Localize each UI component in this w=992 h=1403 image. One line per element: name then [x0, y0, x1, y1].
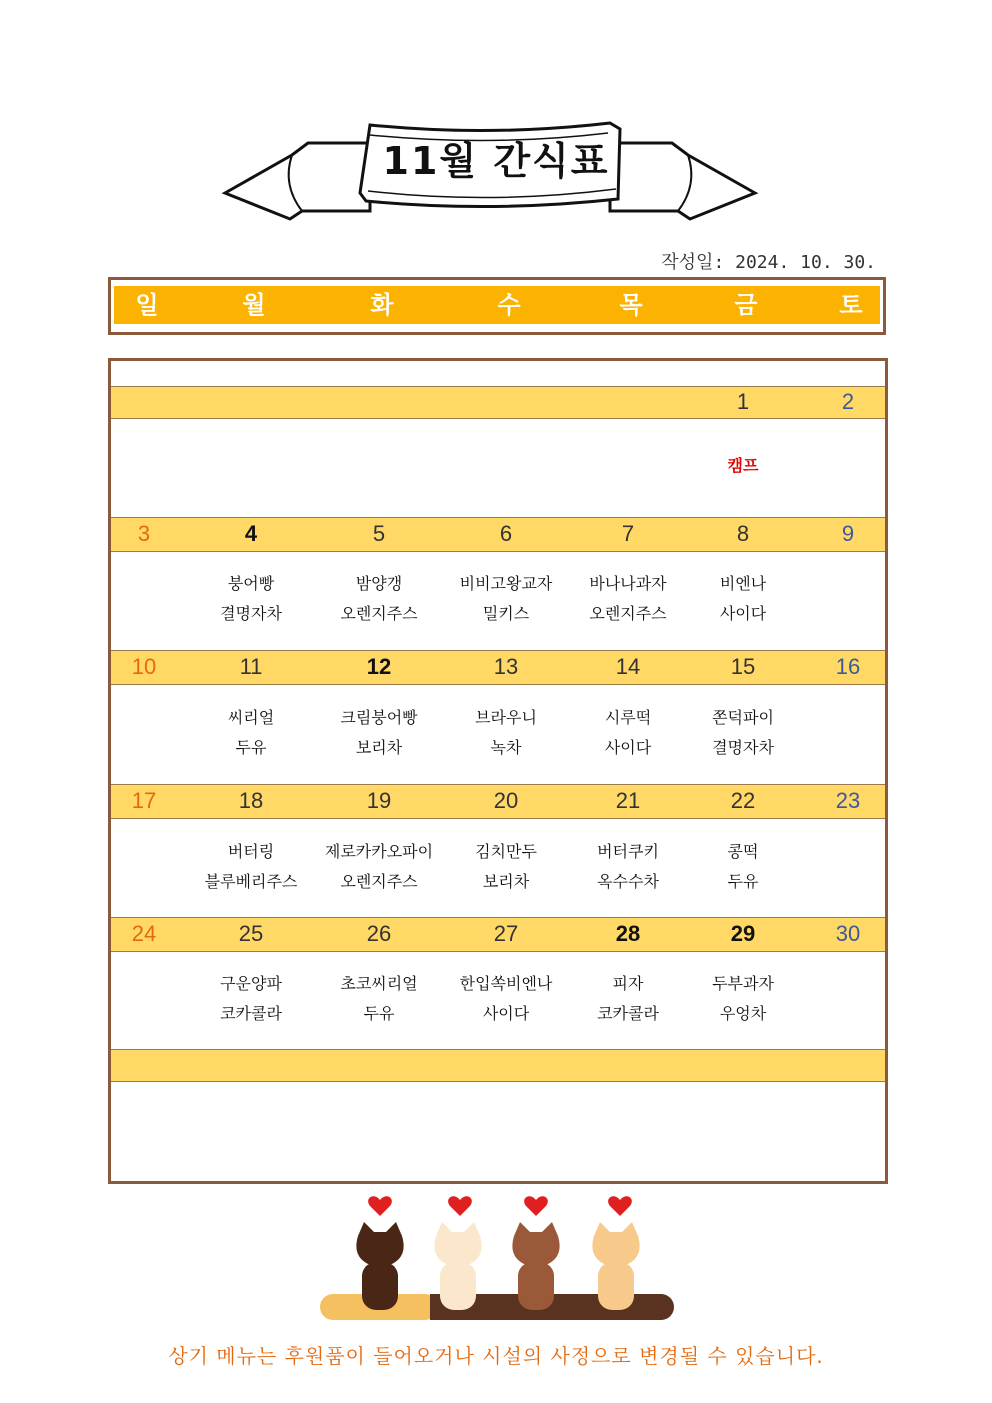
weekday-fri: 금 — [734, 291, 758, 319]
snack-item — [181, 703, 321, 763]
calendar-grid — [108, 358, 888, 1184]
date-cell: 11 — [239, 654, 263, 679]
snack-food: 씨리얼 — [227, 708, 275, 727]
weekday-thu: 목 — [619, 291, 643, 319]
snack-food: 버터링 — [227, 842, 275, 861]
snack-food: 밤양갱 — [355, 574, 403, 593]
snack-item — [181, 569, 321, 629]
snack-drink: 오렌지주스 — [589, 604, 667, 623]
snack-drink: 두유 — [727, 872, 759, 891]
snack-drink: 오렌지주스 — [340, 604, 418, 623]
date-cell: 12 — [366, 654, 392, 679]
snack-food: 비비고왕교자 — [459, 574, 553, 593]
snack-food: 버터쿠키 — [597, 842, 659, 861]
date-cell: 24 — [131, 921, 157, 946]
snack-item — [181, 969, 321, 1029]
date-cell: 29 — [730, 921, 756, 946]
snack-drink: 결명자차 — [712, 738, 774, 757]
date-cell: 3 — [137, 521, 151, 546]
snack-food: 바나나과자 — [589, 574, 667, 593]
snack-drink: 결명자차 — [220, 604, 282, 623]
date-cell: 19 — [366, 788, 392, 813]
snack-drink: 블루베리주스 — [204, 872, 298, 891]
date-cell: 5 — [372, 521, 386, 546]
snack-drink: 사이다 — [719, 604, 767, 623]
snack-food: 피자 — [612, 974, 644, 993]
date-cell: 25 — [238, 921, 264, 946]
date-cell: 17 — [131, 788, 157, 813]
snack-food: 제로카카오파이 — [324, 842, 434, 861]
snack-item — [673, 969, 813, 1029]
weekday-wed: 수 — [497, 291, 521, 319]
snack-drink: 두유 — [235, 738, 267, 757]
weekday-tue: 화 — [370, 291, 394, 319]
snack-food: 비엔나 — [719, 574, 767, 593]
date-row-week5 — [111, 917, 885, 952]
snack-food: 한입쏙비엔나 — [459, 974, 553, 993]
snack-drink: 우엉차 — [719, 1004, 767, 1023]
date-cell: 4 — [244, 521, 258, 546]
snack-drink: 두유 — [363, 1004, 395, 1023]
snack-drink: 보리차 — [355, 738, 403, 757]
date-row-week6 — [111, 1049, 885, 1082]
weekday-bar — [114, 286, 880, 324]
date-cell: 6 — [499, 521, 513, 546]
snack-food: 크림붕어빵 — [340, 708, 418, 727]
date-cell: 2 — [841, 389, 855, 414]
date-cell: 9 — [841, 521, 855, 546]
date-cell: 21 — [615, 788, 641, 813]
weekday-sun: 일 — [135, 291, 159, 319]
snack-drink: 밀키스 — [482, 604, 530, 623]
snack-drink: 녹차 — [490, 738, 522, 757]
snack-item — [673, 569, 813, 629]
weekday-header — [108, 277, 886, 335]
snack-item — [436, 569, 576, 629]
date-cell: 7 — [621, 521, 635, 546]
snack-drink: 오렌지주스 — [340, 872, 418, 891]
snack-item — [309, 837, 449, 897]
snack-drink: 코카콜라 — [220, 1004, 282, 1023]
date-cell: 15 — [730, 654, 756, 679]
date-cell: 23 — [835, 788, 861, 813]
snack-food: 시루떡 — [604, 708, 652, 727]
date-cell: 22 — [730, 788, 756, 813]
snack-drink: 보리차 — [482, 872, 530, 891]
date-cell: 30 — [835, 921, 861, 946]
snack-food: 브라우니 — [475, 708, 537, 727]
date-cell: 18 — [238, 788, 264, 813]
snack-item — [436, 837, 576, 897]
snack-item — [181, 837, 321, 897]
snack-camp: 캠프 — [727, 456, 759, 475]
snack-food: 붕어빵 — [227, 574, 275, 593]
snack-item — [673, 703, 813, 763]
date-cell: 28 — [615, 921, 641, 946]
snack-item — [309, 569, 449, 629]
snack-item — [436, 969, 576, 1029]
snack-drink: 코카콜라 — [597, 1004, 659, 1023]
snack-food: 콩떡 — [727, 842, 759, 861]
snack-item — [436, 703, 576, 763]
snack-item — [673, 837, 813, 897]
date-row-week2 — [111, 517, 885, 552]
date-cell: 16 — [835, 654, 861, 679]
date-row-week4 — [111, 784, 885, 819]
footer-notice: 상기 메뉴는 후원품이 들어오거나 시설의 사정으로 변경될 수 있습니다. — [168, 1344, 824, 1368]
snack-food: 초코씨리얼 — [340, 974, 418, 993]
date-cell: 20 — [493, 788, 519, 813]
date-cell: 14 — [615, 654, 641, 679]
snack-item — [309, 703, 449, 763]
date-cell: 10 — [131, 654, 157, 679]
snack-food: 두부과자 — [712, 974, 774, 993]
date-cell: 27 — [493, 921, 519, 946]
date-row-week1 — [111, 386, 885, 419]
snack-drink: 사이다 — [482, 1004, 530, 1023]
snack-drink: 옥수수차 — [597, 872, 659, 891]
date-cell: 26 — [366, 921, 392, 946]
snack-food: 김치만두 — [475, 842, 537, 861]
snack-food: 구운양파 — [220, 974, 282, 993]
date-cell: 1 — [736, 389, 750, 414]
weekday-sat: 토 — [839, 291, 863, 319]
date-row-week3 — [111, 650, 885, 685]
date-cell: 8 — [736, 521, 750, 546]
snack-food: 쫀덕파이 — [712, 708, 774, 727]
page-title: 11월 간식표 — [382, 139, 610, 183]
snack-item — [309, 969, 449, 1029]
cats-illustration — [318, 1186, 678, 1336]
date-cell: 13 — [493, 654, 519, 679]
created-date: 작성일: 2024. 10. 30. — [661, 252, 876, 273]
weekday-mon: 월 — [242, 291, 266, 319]
snack-drink: 사이다 — [604, 738, 652, 757]
